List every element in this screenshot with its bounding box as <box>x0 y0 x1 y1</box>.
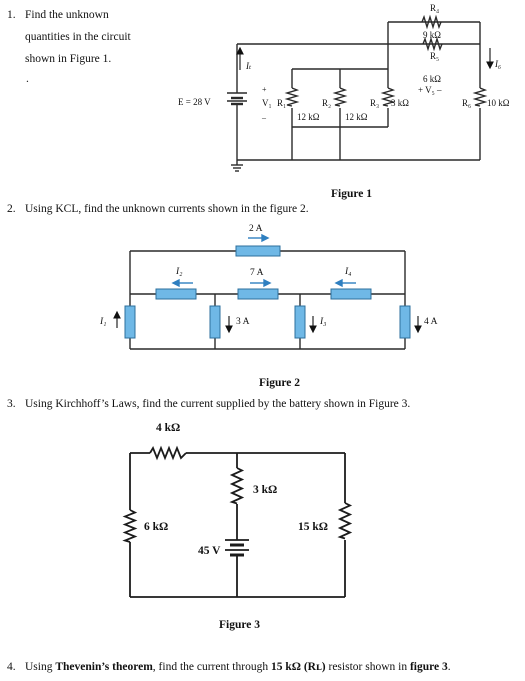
q4-figure-ref: figure 3 <box>409 661 448 673</box>
question-4-text <box>25 661 451 674</box>
q4-theorem: Thevenin’s theorem <box>55 661 153 673</box>
v1-plus: + <box>262 85 267 94</box>
question-3-text: Using Kirchhoff’s Laws, find the current supplied by the battery shown in Figure 3. <box>25 398 411 410</box>
q4-mid: , find the current through <box>152 661 271 673</box>
r1-label: R₁ <box>277 98 287 108</box>
q4-resistor: 15 kΩ (Rʟ) <box>270 661 326 673</box>
r1-value: 12 kΩ <box>297 112 320 122</box>
r-mid-label: 3 kΩ <box>253 484 278 496</box>
battery-label: 45 V <box>198 545 221 557</box>
question-1-line-1: Find the unknown <box>25 9 109 21</box>
question-1-bullet: . <box>26 73 29 85</box>
r4-label: R₄ <box>430 3 440 13</box>
q4-end: . <box>447 661 451 673</box>
i6-label: I₆ <box>495 59 502 69</box>
question-2-text: Using KCL, find the unknown currents shown in the figure 2. <box>25 203 309 215</box>
r5-label: R₅ <box>430 51 440 61</box>
r2-value: 12 kΩ <box>345 112 368 122</box>
r3-value: 3 kΩ <box>391 98 409 108</box>
i3-label: I₃ <box>320 317 327 327</box>
v1-minus: – <box>262 113 266 122</box>
r-left-label: 6 kΩ <box>144 521 169 533</box>
v5-label: + V₅ – <box>418 85 442 95</box>
question-4-number: 4. <box>7 661 16 673</box>
q4-post: resistor shown in <box>325 661 410 673</box>
i1-label: I₁ <box>100 317 107 327</box>
v1-label: V₁ <box>262 98 272 108</box>
question-3-number: 3. <box>7 398 16 410</box>
r6-value: 10 kΩ <box>487 98 510 108</box>
figure-1-caption: Figure 1 <box>331 188 372 200</box>
mid-current-label: 7 A <box>250 268 264 278</box>
top-current-label: 2 A <box>249 224 263 234</box>
question-1-number: 1. <box>7 9 16 21</box>
r-top-label: 4 kΩ <box>156 422 181 434</box>
question-1-line-2: quantities in the circuit <box>25 31 131 43</box>
question-2-number: 2. <box>7 203 16 215</box>
r-right-label: 15 kΩ <box>298 521 328 533</box>
figure-2-caption: Figure 2 <box>259 377 300 389</box>
branch-2-current: 3 A <box>236 317 250 327</box>
i2-label: I₂ <box>176 267 183 277</box>
q4-pre: Using <box>25 661 56 673</box>
r3-label: R₃ <box>370 98 380 108</box>
question-1-line-3: shown in Figure 1. <box>25 53 112 65</box>
i4-label: I₄ <box>345 267 352 277</box>
r2-label: R₂ <box>322 98 332 108</box>
it-label: Iₜ <box>246 61 252 71</box>
r4-value: 9 kΩ <box>423 30 441 40</box>
source-label: E = 28 V <box>178 97 211 107</box>
r6-label: R₆ <box>462 98 472 108</box>
figure-3-caption: Figure 3 <box>219 619 260 631</box>
r5-value: 6 kΩ <box>423 74 441 84</box>
branch-4-current: 4 A <box>424 317 438 327</box>
